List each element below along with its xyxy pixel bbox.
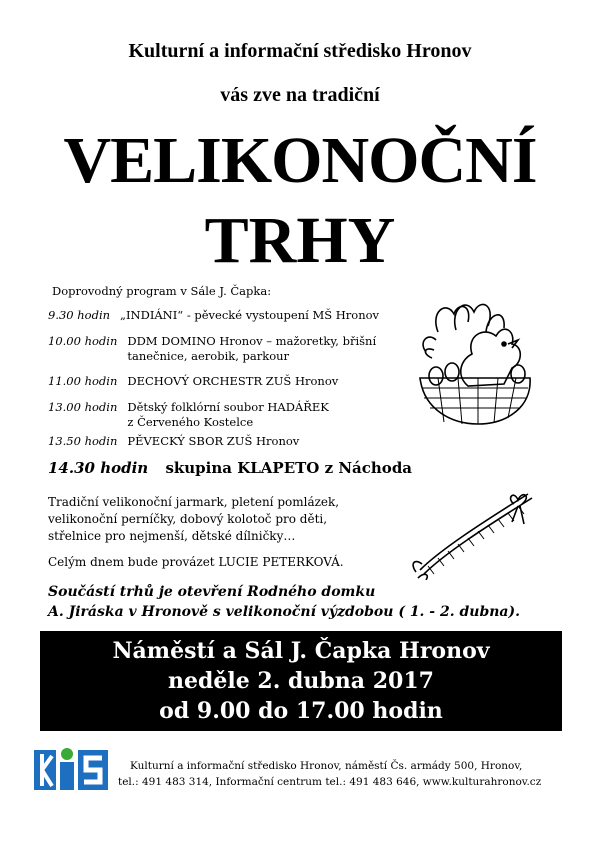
- kis-logo: [34, 748, 110, 792]
- program-time: 9.30 hodin: [48, 308, 111, 322]
- venue-box: [40, 631, 562, 731]
- program-time: 10.00 hodin: [48, 334, 118, 348]
- allday-host: Celým dnem bude provázet LUCIE PETERKOVÁ.: [48, 555, 344, 569]
- venue-place: Náměstí a Sál J. Čapka Hronov: [112, 638, 490, 664]
- hen-basket-illustration: [408, 292, 538, 432]
- highlight-activity: skupina KLAPETO z Náchoda: [165, 459, 413, 477]
- header-line-1: Kulturní a informační středisko Hronov: [128, 40, 472, 62]
- header-line-2: vás zve na tradiční: [220, 84, 380, 106]
- program-item: [48, 374, 408, 389]
- program-time: 13.00 hodin: [48, 400, 118, 414]
- birthplace-line: A. Jiráska v Hronově s velikonoční výzdobou ( 1. - 2. dubna).: [48, 604, 520, 620]
- market-line: střelnice pro nejmenší, dětské dílničky…: [48, 529, 296, 543]
- program-activity: PĚVECKÝ SBOR ZUŠ Hronov: [127, 434, 300, 448]
- program-item: [48, 334, 408, 364]
- program-activity: DDM DOMINO Hronov – mažoretky, břišní tanečnice, aerobik, parkour: [127, 334, 377, 363]
- pomlazka-illustration: [410, 488, 540, 580]
- program-intro: Doprovodný program v Sále J. Čapka:: [52, 284, 272, 298]
- program-item: [48, 308, 408, 323]
- program-activity: DECHOVÝ ORCHESTR ZUŠ Hronov: [127, 374, 339, 388]
- logo-i-block: [60, 762, 74, 790]
- title-line-1: VELIKONOČNÍ: [63, 124, 537, 197]
- program-item: [48, 434, 408, 449]
- venue-date: neděle 2. dubna 2017: [168, 668, 434, 694]
- program-activity: Dětský folklórní soubor HADÁŘEK z Červeného Kostelce: [127, 400, 329, 429]
- birthplace-line: Součástí trhů je otevření Rodného domku: [48, 584, 376, 600]
- title-line-2: TRHY: [204, 204, 396, 277]
- footer-contacts: tel.: 491 483 314, Informační centrum tel.: 491 483 646, www.kulturahronov.cz: [118, 776, 542, 788]
- market-line: Tradiční velikonoční jarmark, pletení pomlázek,: [48, 495, 340, 509]
- program-item: [48, 400, 408, 430]
- program-highlight: [48, 459, 412, 477]
- birthplace-note: [48, 582, 568, 622]
- logo-i-dot: [61, 748, 73, 760]
- program-time: 13.50 hodin: [48, 434, 118, 448]
- program-activity: „INDIÁNI“ - pěvecké vystoupení MŠ Hronov: [120, 308, 380, 322]
- venue-time: od 9.00 do 17.00 hodin: [159, 698, 443, 724]
- footer-address: Kulturní a informační středisko Hronov, náměstí Čs. armády 500, Hronov,: [130, 760, 523, 772]
- market-line: velikonoční perníčky, dobový kolotoč pro děti,: [48, 512, 328, 526]
- market-description: [48, 494, 408, 545]
- highlight-time: 14.30 hodin: [48, 459, 149, 477]
- program-time: 11.00 hodin: [48, 374, 118, 388]
